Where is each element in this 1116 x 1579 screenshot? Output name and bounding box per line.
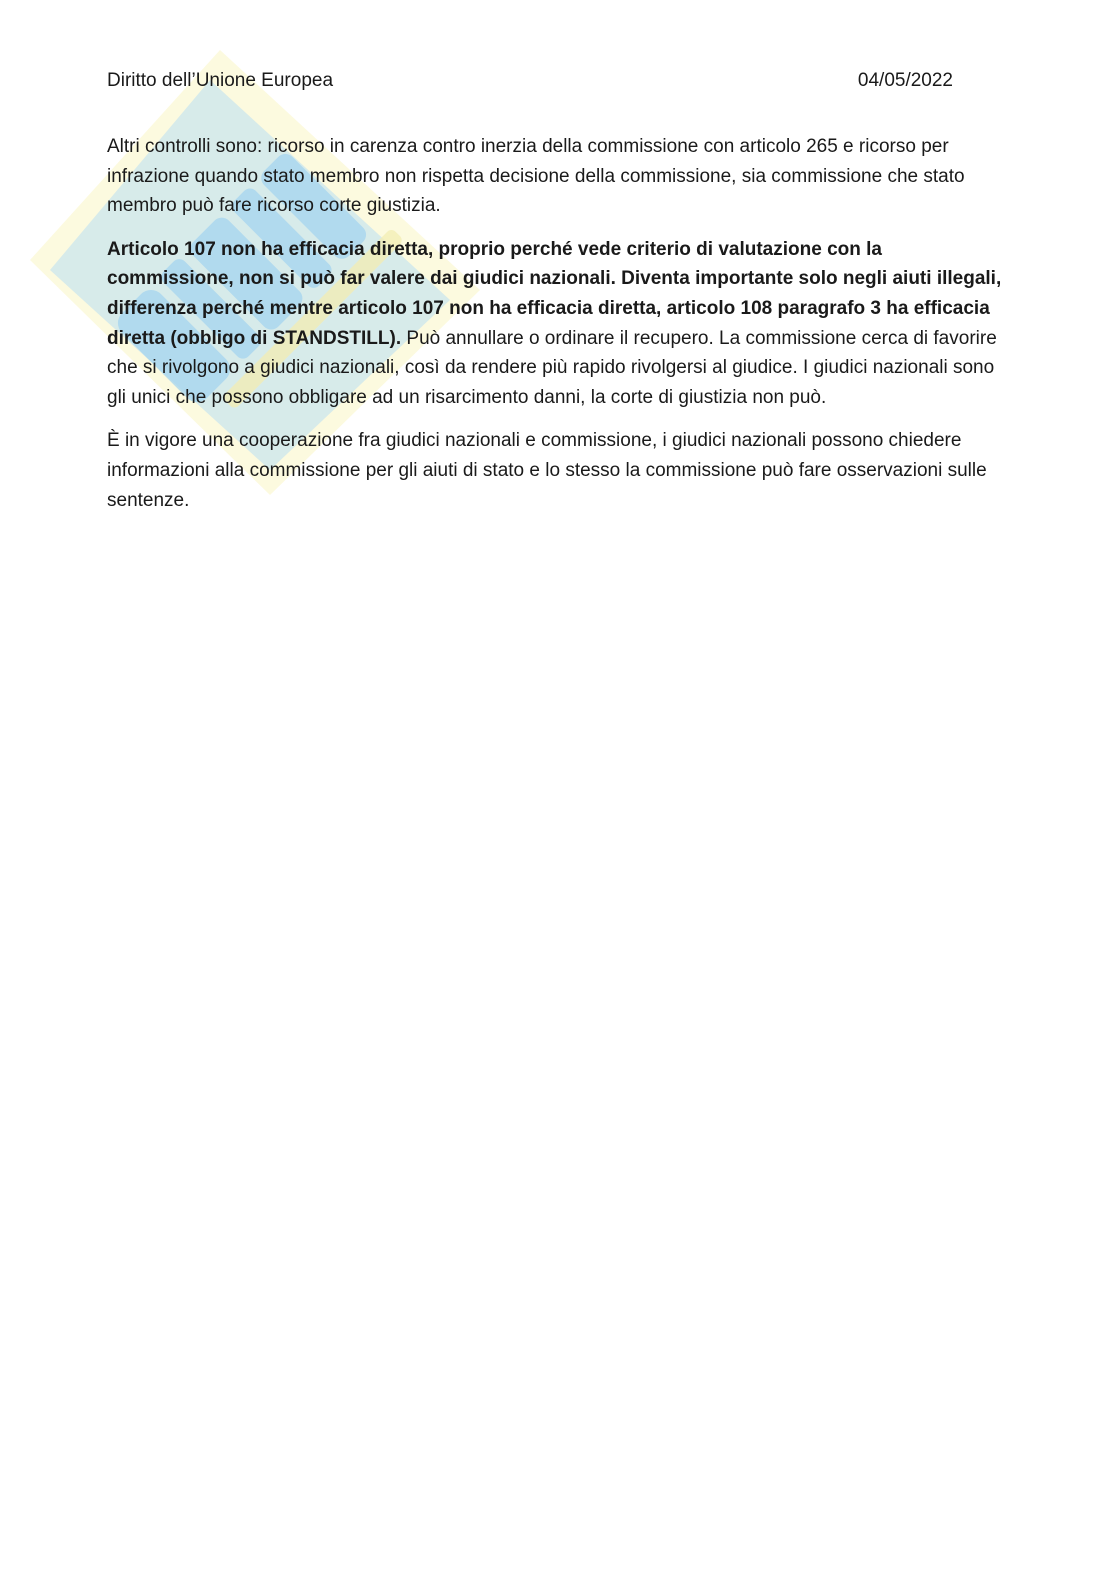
- paragraph-1: Altri controlli sono: ricorso in carenza contro inerzia della commissione con articolo 265 e ricorso per infrazione quando stato membro non rispetta decisione della commissione, sia commissione che stato membro può fare ricorso corte giustizia.: [107, 136, 965, 217]
- course-title: Diritto dell’Unione Europea: [107, 70, 334, 91]
- paragraph-3: È in vigore una cooperazione fra giudici nazionali e commissione, i giudici nazionali possono chiedere informazioni alla commissione per gli aiuti di stato e lo stesso la commissione può fare osservazioni sulle sentenze.: [107, 430, 987, 511]
- paragraph-2-text: Può annullare o ordinare il recupero. La commissione cerca di favorire che si rivolgono a giudici nazionali, così da rendere più rapido rivolgersi al giudice. I giudici nazionali sono gli unici che possono obbligare ad un risarcimento danni, la corte di giustizia non può.: [107, 327, 997, 408]
- page-header: [107, 68, 953, 94]
- paragraph-2: [107, 235, 1007, 413]
- document-body: [107, 132, 1007, 529]
- header-date: 04/05/2022: [857, 70, 953, 91]
- paragraph-2-bold: Articolo 107 non ha efficacia diretta, proprio perché vede criterio di valutazione con la commissione, non si può far valere dai giudici nazionali. Diventa importante solo negli aiuti illegali, differenza perché mentre articolo 107 non ha efficacia diretta, articolo 108 paragrafo 3 ha efficacia diretta (obbligo di STANDSTILL).: [107, 238, 1002, 349]
